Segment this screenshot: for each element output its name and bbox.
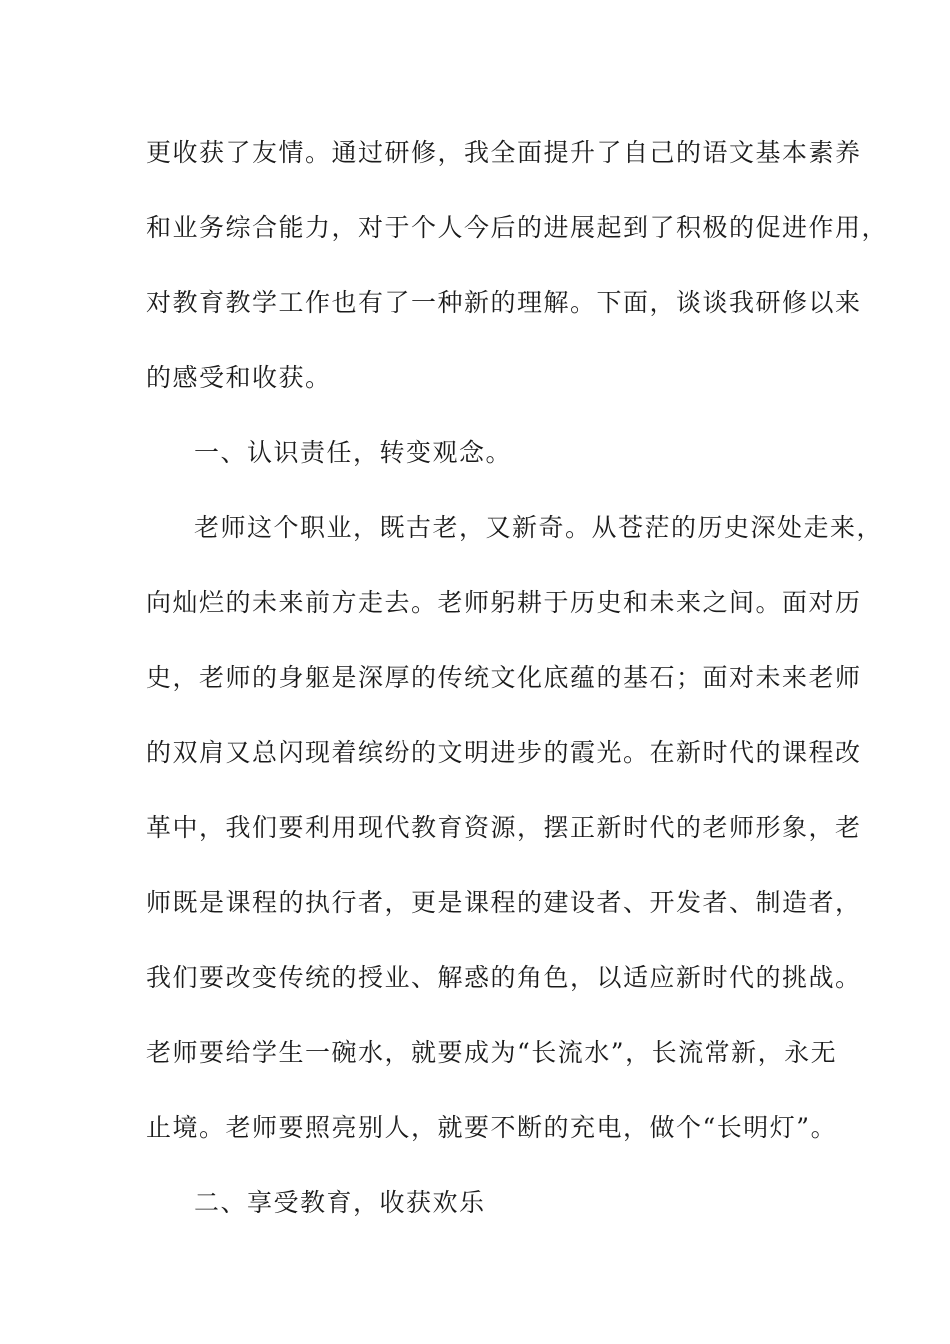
text-line-4: 的感受和收获。: [146, 363, 332, 392]
section-heading-1: 一、认识责任，转变观念。: [194, 438, 513, 467]
text-line-13: 老师要给学生一碗水，就要成为“长流水”，长流常新，永无: [146, 1038, 838, 1067]
text-line-2: 和业务综合能力，对于个人今后的进展起到了积极的促进作用，: [146, 213, 889, 242]
text-line-12: 我们要改变传统的授业、解惑的角色，以适应新时代的挑战。: [146, 963, 862, 992]
text-line-1: 更收获了友情。通过研修，我全面提升了自己的语文基本素养: [146, 138, 862, 167]
text-line-6: 老师这个职业，既古老，又新奇。从苍茫的历史深处走来，: [194, 513, 884, 542]
text-line-10: 革中，我们要利用现代教育资源，摆正新时代的老师形象，老: [146, 813, 862, 842]
section-heading-2: 二、享受教育，收获欢乐: [194, 1188, 486, 1217]
text-line-3: 对教育教学工作也有了一种新的理解。下面，谈谈我研修以来: [146, 288, 862, 317]
text-line-7: 向灿烂的未来前方走去。老师躬耕于历史和未来之间。面对历: [146, 588, 862, 617]
text-line-9: 的双肩又总闪现着缤纷的文明进步的霞光。在新时代的课程改: [146, 738, 862, 767]
text-line-8: 史，老师的身躯是深厚的传统文化底蕴的基石；面对未来老师: [146, 663, 862, 692]
text-line-11: 师既是课程的执行者，更是课程的建设者、开发者、制造者，: [146, 888, 862, 917]
text-line-14: 止境。老师要照亮别人，就要不断的充电，做个“长明灯”。: [146, 1113, 838, 1142]
